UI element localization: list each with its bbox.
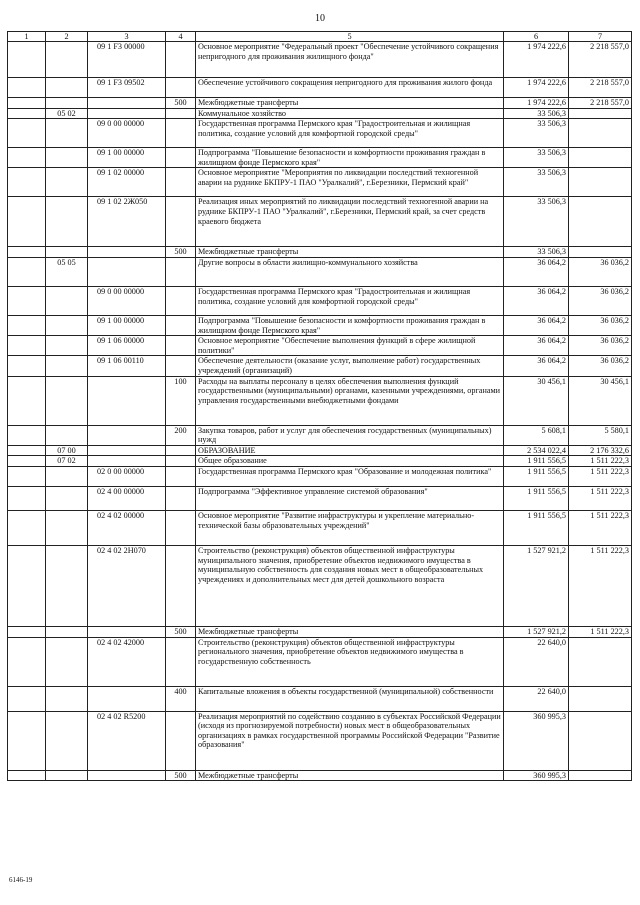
cell-expense-type: 200 [166,425,196,445]
cell-description: Обеспечение устойчивого сокращения непригодного для проживания жилого фонда [196,78,504,98]
cell-amount-1: 1 911 556,5 [504,456,569,467]
cell-amount-2: 30 456,1 [569,376,632,425]
cell-amount-2: 1 511 222,3 [569,626,632,637]
table-row [8,78,632,98]
cell-section: 07 02 [46,456,88,467]
cell-target-article: 09 1 F3 09502 [88,78,166,98]
cell-section: 07 00 [46,445,88,456]
table-row [8,315,632,335]
cell-amount-1: 30 456,1 [504,376,569,425]
cell-col1 [8,168,46,197]
column-header: 3 [88,32,166,42]
cell-description: Межбюджетные трансферты [196,98,504,109]
cell-col1 [8,78,46,98]
column-header: 5 [196,32,504,42]
table-row [8,247,632,258]
cell-target-article: 02 4 02 42000 [88,637,166,686]
cell-col1 [8,545,46,626]
cell-target-article [88,108,166,119]
cell-amount-2: 1 511 222,3 [569,545,632,626]
cell-expense-type [166,42,196,78]
cell-expense-type: 500 [166,247,196,258]
cell-expense-type [166,168,196,197]
cell-expense-type [166,315,196,335]
cell-amount-2: 36 036,2 [569,356,632,376]
cell-target-article: 09 0 00 00000 [88,119,166,148]
cell-description: Межбюджетные трансферты [196,770,504,781]
cell-col1 [8,148,46,168]
cell-amount-2: 36 036,2 [569,315,632,335]
cell-col1 [8,286,46,315]
cell-section [46,770,88,781]
cell-amount-1: 1 974 222,6 [504,42,569,78]
cell-target-article: 09 0 00 00000 [88,286,166,315]
cell-col1 [8,315,46,335]
table-row [8,486,632,510]
cell-target-article [88,425,166,445]
cell-description: Обеспечение деятельности (оказание услуг, выполнение работ) государственных учреждений (организаций) [196,356,504,376]
cell-description: Расходы на выплаты персоналу в целях обеспечения выполнения функций государственными (муниципальными) органами, казенными учреждениями, органами управления государственными внебюджетными фондами [196,376,504,425]
cell-expense-type [166,445,196,456]
column-header: 1 [8,32,46,42]
cell-amount-2 [569,637,632,686]
column-header: 4 [166,32,196,42]
table-row [8,108,632,119]
cell-expense-type [166,257,196,286]
cell-amount-1: 33 506,3 [504,148,569,168]
cell-target-article: 09 1 00 00000 [88,148,166,168]
cell-col1 [8,197,46,247]
cell-expense-type [166,637,196,686]
cell-target-article: 02 4 02 00000 [88,510,166,545]
column-number-row [8,32,632,42]
cell-target-article [88,445,166,456]
cell-section [46,148,88,168]
cell-col1 [8,486,46,510]
cell-target-article: 02 0 00 00000 [88,466,166,486]
cell-col1 [8,711,46,770]
cell-expense-type: 100 [166,376,196,425]
table-row [8,376,632,425]
cell-description: Основное мероприятие "Федеральный проект "Обеспечение устойчивого сокращения непригодного для проживания жилищного фонда" [196,42,504,78]
cell-section [46,78,88,98]
cell-amount-1: 33 506,3 [504,108,569,119]
cell-expense-type [166,78,196,98]
cell-amount-1: 1 527 921,2 [504,626,569,637]
cell-target-article: 02 4 00 00000 [88,486,166,510]
cell-amount-1: 1 911 556,5 [504,466,569,486]
cell-section [46,315,88,335]
cell-amount-2 [569,168,632,197]
cell-description: Государственная программа Пермского края "Градостроительная и жилищная политика, создание условий для комфортной городской среды" [196,119,504,148]
cell-target-article: 09 1 02 00000 [88,168,166,197]
cell-expense-type [166,486,196,510]
cell-description: Государственная программа Пермского края "Градостроительная и жилищная политика, создание условий для комфортной городской среды" [196,286,504,315]
page-number: 10 [315,13,325,24]
cell-expense-type [166,466,196,486]
cell-amount-2 [569,108,632,119]
cell-amount-1: 36 064,2 [504,356,569,376]
cell-description: Реализация иных мероприятий по ликвидации последствий техногенной аварии на руднике БКПРУ-1 ПАО "Уралкалий", г.Березники, Пермский край, за счет средств краевого бюджета [196,197,504,247]
table-row [8,445,632,456]
cell-expense-type: 500 [166,626,196,637]
cell-amount-2: 1 511 222,3 [569,466,632,486]
document-code: 6146-19 [9,876,33,884]
cell-description: Подпрограмма "Эффективное управление системой образования" [196,486,504,510]
cell-target-article [88,456,166,467]
cell-expense-type [166,545,196,626]
cell-expense-type [166,356,196,376]
cell-amount-1: 33 506,3 [504,119,569,148]
cell-target-article [88,247,166,258]
table-row [8,626,632,637]
cell-target-article [88,626,166,637]
cell-target-article [88,98,166,109]
cell-description: Государственная программа Пермского края "Образование и молодежная политика" [196,466,504,486]
cell-col1 [8,376,46,425]
table-row [8,119,632,148]
table-row [8,148,632,168]
cell-target-article [88,257,166,286]
cell-description: ОБРАЗОВАНИЕ [196,445,504,456]
cell-amount-2: 2 218 557,0 [569,78,632,98]
cell-target-article: 09 1 06 00110 [88,356,166,376]
cell-expense-type: 400 [166,686,196,711]
cell-description: Общее образование [196,456,504,467]
cell-amount-1: 36 064,2 [504,336,569,356]
table-row [8,637,632,686]
table-row [8,168,632,197]
cell-amount-1: 5 608,1 [504,425,569,445]
cell-col1 [8,336,46,356]
cell-col1 [8,510,46,545]
cell-target-article: 09 1 00 00000 [88,315,166,335]
cell-target-article [88,770,166,781]
table-row [8,42,632,78]
table-row [8,545,632,626]
cell-col1 [8,425,46,445]
cell-description: Реализация мероприятий по содействию созданию в субъектах Российской Федерации (исходя из прогнозируемой потребности) новых мест в общеобразовательных организациях в рамках государственной программы Российской Федерации "Развитие образования" [196,711,504,770]
cell-col1 [8,466,46,486]
cell-col1 [8,119,46,148]
cell-section [46,197,88,247]
cell-expense-type [166,119,196,148]
cell-section [46,466,88,486]
cell-section [46,545,88,626]
cell-amount-2: 36 036,2 [569,257,632,286]
cell-amount-1: 22 640,0 [504,637,569,686]
cell-description: Строительство (реконструкция) объектов общественной инфраструктуры регионального значения, приобретение объектов недвижимого имущества в государственную собственность [196,637,504,686]
cell-section [46,286,88,315]
cell-section [46,356,88,376]
cell-amount-2 [569,711,632,770]
cell-section [46,626,88,637]
cell-target-article: 09 1 F3 00000 [88,42,166,78]
cell-amount-1: 360 995,3 [504,770,569,781]
cell-amount-1: 1 974 222,6 [504,98,569,109]
table-row [8,257,632,286]
cell-amount-2: 1 511 222,3 [569,510,632,545]
cell-col1 [8,686,46,711]
cell-amount-1: 1 911 556,5 [504,510,569,545]
cell-col1 [8,626,46,637]
cell-section [46,168,88,197]
table-row [8,98,632,109]
table-row [8,197,632,247]
cell-col1 [8,247,46,258]
cell-col1 [8,637,46,686]
cell-amount-1: 2 534 022,4 [504,445,569,456]
cell-col1 [8,445,46,456]
cell-section [46,42,88,78]
cell-target-article: 02 4 02 R5200 [88,711,166,770]
cell-amount-2: 1 511 222,3 [569,486,632,510]
table-row [8,686,632,711]
cell-expense-type [166,336,196,356]
table-row [8,510,632,545]
table-row [8,286,632,315]
table-row [8,770,632,781]
cell-section [46,510,88,545]
cell-description: Капитальные вложения в объекты государственной (муниципальной) собственности [196,686,504,711]
cell-description: Закупка товаров, работ и услуг для обеспечения государственных (муниципальных) нужд [196,425,504,445]
budget-table [7,31,632,781]
cell-amount-2: 5 580,1 [569,425,632,445]
cell-expense-type [166,108,196,119]
cell-section [46,711,88,770]
cell-description: Основное мероприятие "Мероприятия по ликвидации последствий техногенной аварии на руднике БКПРУ-1 ПАО "Уралкалий", г.Березники, Пермский край" [196,168,504,197]
cell-amount-1: 36 064,2 [504,257,569,286]
cell-description: Подпрограмма "Повышение безопасности и комфортности проживания граждан в жилищном фонде Пермского края" [196,315,504,335]
cell-description: Коммунальное хозяйство [196,108,504,119]
cell-section: 05 05 [46,257,88,286]
cell-expense-type [166,456,196,467]
cell-amount-2 [569,770,632,781]
cell-amount-2 [569,119,632,148]
cell-amount-2 [569,247,632,258]
cell-expense-type: 500 [166,98,196,109]
cell-target-article: 02 4 02 2Н070 [88,545,166,626]
cell-amount-1: 1 527 921,2 [504,545,569,626]
cell-amount-2 [569,197,632,247]
cell-amount-2: 2 218 557,0 [569,42,632,78]
cell-section [46,425,88,445]
table-row [8,456,632,467]
cell-amount-1: 36 064,2 [504,315,569,335]
table-row [8,711,632,770]
cell-target-article [88,376,166,425]
cell-section: 05 02 [46,108,88,119]
cell-col1 [8,42,46,78]
cell-amount-2: 2 176 332,6 [569,445,632,456]
cell-expense-type: 500 [166,770,196,781]
cell-amount-1: 33 506,3 [504,168,569,197]
cell-target-article [88,686,166,711]
cell-amount-2: 2 218 557,0 [569,98,632,109]
column-header: 7 [569,32,632,42]
cell-amount-2: 36 036,2 [569,286,632,315]
table-row [8,466,632,486]
column-header: 2 [46,32,88,42]
cell-section [46,336,88,356]
cell-description: Другие вопросы в области жилищно-коммунального хозяйства [196,257,504,286]
table-row [8,356,632,376]
cell-section [46,247,88,258]
cell-section [46,637,88,686]
cell-amount-2 [569,148,632,168]
column-header: 6 [504,32,569,42]
cell-section [46,98,88,109]
cell-amount-1: 1 974 222,6 [504,78,569,98]
cell-amount-1: 360 995,3 [504,711,569,770]
cell-section [46,686,88,711]
cell-amount-2: 36 036,2 [569,336,632,356]
cell-expense-type [166,148,196,168]
cell-description: Основное мероприятие "Развитие инфраструктуры и укрепление материально-технической базы образовательных учреждений" [196,510,504,545]
table-row [8,425,632,445]
cell-description: Межбюджетные трансферты [196,247,504,258]
cell-section [46,486,88,510]
cell-col1 [8,98,46,109]
cell-description: Межбюджетные трансферты [196,626,504,637]
cell-col1 [8,108,46,119]
cell-section [46,376,88,425]
cell-col1 [8,456,46,467]
cell-col1 [8,356,46,376]
cell-description: Строительство (реконструкция) объектов общественной инфраструктуры муниципального значения, приобретение объектов недвижимого имущества в муниципальную собственность для создания новых мест в общеобразовательных учреждениях и дополнительных мест для детей дошкольного возраста [196,545,504,626]
cell-expense-type [166,286,196,315]
cell-amount-1: 22 640,0 [504,686,569,711]
cell-target-article: 09 1 02 2Ж050 [88,197,166,247]
cell-amount-2 [569,686,632,711]
cell-amount-1: 1 911 556,5 [504,486,569,510]
cell-description: Основное мероприятие "Обеспечение выполнения функций в сфере жилищной политики" [196,336,504,356]
cell-amount-1: 33 506,3 [504,247,569,258]
cell-description: Подпрограмма "Повышение безопасности и комфортности проживания граждан в жилищном фонде Пермского края" [196,148,504,168]
cell-amount-1: 36 064,2 [504,286,569,315]
cell-amount-2: 1 511 222,3 [569,456,632,467]
cell-expense-type [166,510,196,545]
table-row [8,336,632,356]
cell-amount-1: 33 506,3 [504,197,569,247]
cell-expense-type [166,197,196,247]
cell-col1 [8,257,46,286]
cell-section [46,119,88,148]
cell-col1 [8,770,46,781]
cell-target-article: 09 1 06 00000 [88,336,166,356]
cell-expense-type [166,711,196,770]
